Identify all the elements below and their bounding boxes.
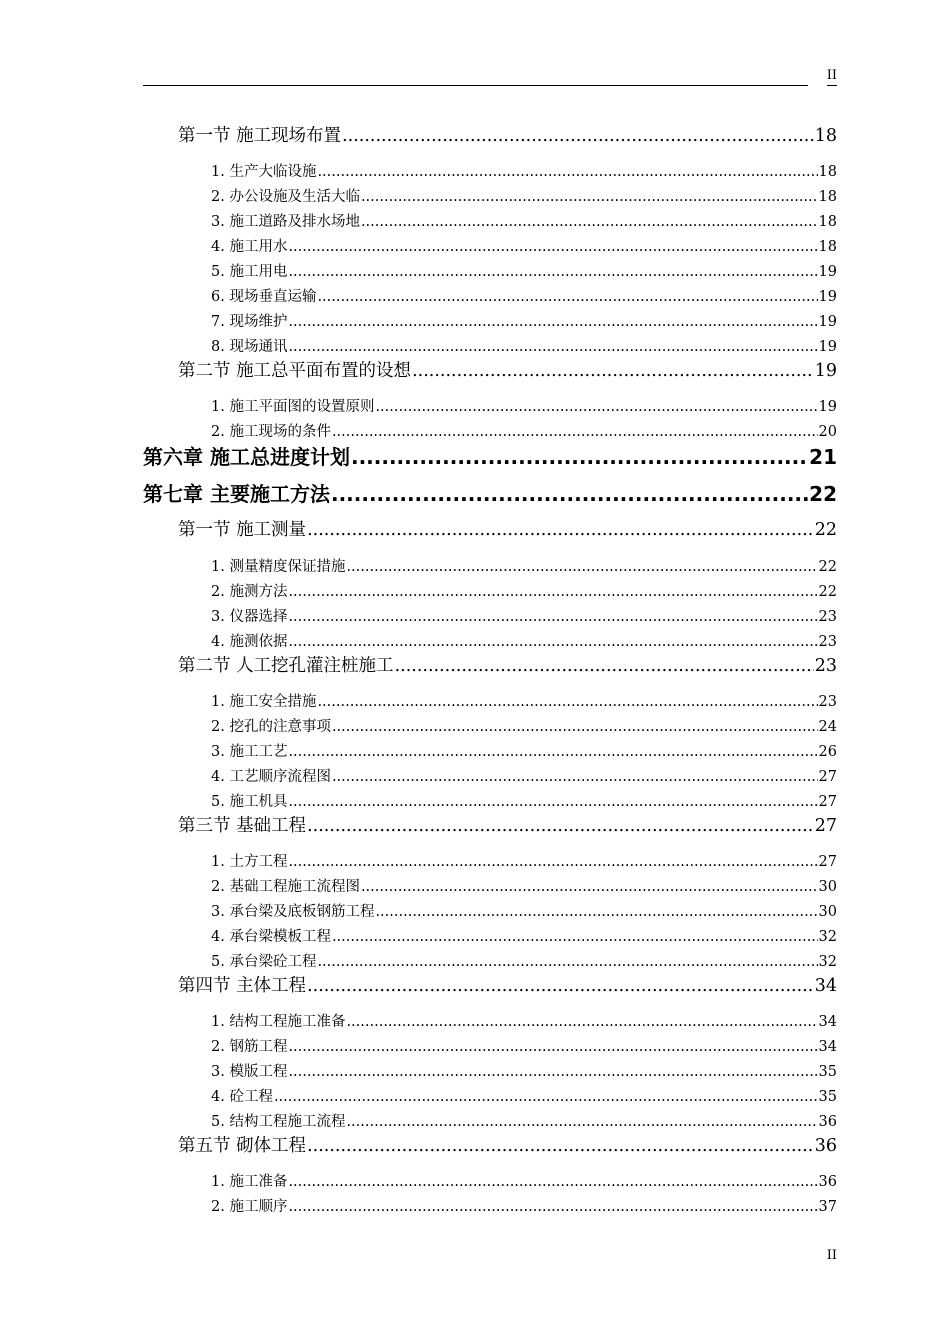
toc-entry-page: 27 [818,854,837,870]
toc-entry[interactable] [211,187,837,207]
toc-leader-dots [307,974,814,998]
header-page-number: II [827,68,837,86]
toc-entry[interactable] [211,162,837,182]
toc-leader-dots [346,1012,817,1032]
toc-entry-page: 18 [814,126,837,146]
toc-entry-page: 23 [818,634,837,650]
toc-leader-dots [375,902,817,922]
toc-entry-label: 8. 现场通讯 [211,339,288,355]
toc-leader-dots [317,162,817,182]
toc-entry-page: 34 [818,1039,837,1055]
toc-leader-dots [288,582,817,602]
toc-leader-dots [288,1037,817,1057]
toc-entry-label: 第一节 施工测量 [178,520,307,540]
toc-entry-label: 第三节 基础工程 [178,816,307,836]
toc-entry[interactable] [211,1112,837,1132]
toc-entry-page: 18 [818,239,837,255]
toc-entry[interactable] [211,1062,837,1082]
toc-entry-label: 6. 现场垂直运输 [211,289,317,305]
toc-leader-dots [395,654,814,678]
toc-entry-page: 35 [818,1089,837,1105]
toc-leader-dots [342,124,814,148]
toc-leader-dots [288,852,817,872]
toc-entry-label: 4. 工艺顺序流程图 [211,769,331,785]
toc-entry-label: 第五节 砌体工程 [178,1136,307,1156]
toc-entry[interactable] [211,1037,837,1057]
toc-entry[interactable] [178,974,837,998]
toc-entry-label: 第一节 施工现场布置 [178,126,342,146]
toc-entry-label: 3. 施工道路及排水场地 [211,214,360,230]
toc-entry[interactable] [211,1087,837,1107]
toc-leader-dots [288,262,817,282]
toc-entry-page: 32 [818,929,837,945]
toc-entry-page: 27 [814,816,837,836]
toc-entry-label: 3. 承台梁及底板钢筋工程 [211,904,375,920]
toc-entry-label: 5. 结构工程施工流程 [211,1114,346,1130]
toc-entry-page: 18 [818,164,837,180]
toc-entry-label: 第二节 人工挖孔灌注桩施工 [178,656,394,676]
toc-entry-page: 19 [818,264,837,280]
toc-entry[interactable] [211,262,837,282]
toc-entry[interactable] [211,607,837,627]
toc-entry[interactable] [211,1197,837,1217]
toc-entry-label: 3. 模版工程 [211,1064,288,1080]
toc-leader-dots [274,1087,818,1107]
toc-leader-dots [412,359,814,383]
toc-entry-label: 2. 基础工程施工流程图 [211,879,360,895]
toc-entry-label: 4. 砼工程 [211,1089,273,1105]
toc-entry-page: 18 [818,214,837,230]
toc-leader-dots [351,444,808,470]
toc-entry[interactable] [211,692,837,712]
toc-entry-label: 1. 施工安全措施 [211,694,317,710]
toc-entry-page: 34 [814,976,837,996]
toc-entry-label: 5. 承台梁砼工程 [211,954,317,970]
toc-entry[interactable] [211,767,837,787]
toc-entry-page: 30 [818,904,837,920]
toc-entry[interactable] [178,359,837,383]
toc-leader-dots [288,237,817,257]
toc-entry-label: 2. 挖孔的注意事项 [211,719,331,735]
toc-entry[interactable] [211,852,837,872]
toc-entry-page: 20 [818,424,837,440]
toc-entry-page: 21 [809,445,837,469]
toc-entry-page: 23 [818,609,837,625]
toc-leader-dots [317,952,817,972]
toc-entry[interactable] [178,654,837,678]
toc-entry-label: 1. 结构工程施工准备 [211,1014,346,1030]
toc-leader-dots [361,877,818,897]
toc-entry-label: 2. 施工现场的条件 [211,424,331,440]
toc-entry-label: 5. 施工机具 [211,794,288,810]
toc-entry-page: 36 [814,1136,837,1156]
toc-leader-dots [346,557,817,577]
toc-entry-label: 第二节 施工总平面布置的设想 [178,361,412,381]
toc-entry-page: 23 [818,694,837,710]
toc-entry-label: 1. 土方工程 [211,854,288,870]
toc-entry-label: 4. 承台梁模板工程 [211,929,331,945]
toc-entry-label: 第四节 主体工程 [178,976,307,996]
toc-leader-dots [288,1062,817,1082]
toc-entry-page: 34 [818,1014,837,1030]
toc-entry[interactable] [211,1172,837,1192]
toc-leader-dots [332,767,818,787]
toc-leader-dots [288,607,817,627]
toc-entry[interactable] [211,632,837,652]
toc-entry[interactable] [211,237,837,257]
toc-entry-label: 2. 施测方法 [211,584,288,600]
toc-entry-page: 22 [814,520,837,540]
toc-entry-label: 1. 施工准备 [211,1174,288,1190]
toc-entry-label: 2. 办公设施及生活大临 [211,189,360,205]
toc-entry-page: 22 [818,584,837,600]
toc-entry[interactable] [178,814,837,838]
toc-entry-label: 2. 施工顺序 [211,1199,288,1215]
toc-entry-page: 36 [818,1174,837,1190]
toc-entry-page: 23 [814,656,837,676]
toc-entry[interactable] [211,287,837,307]
toc-entry[interactable] [178,1134,837,1158]
toc-entry-label: 4. 施工用水 [211,239,288,255]
toc-leader-dots [307,814,814,838]
toc-entry[interactable] [211,312,837,332]
toc-entry-label: 第七章 主要施工方法 [143,482,330,506]
toc-entry-page: 35 [818,1064,837,1080]
toc-leader-dots [288,337,817,357]
toc-entry[interactable] [211,212,837,232]
toc-entry-label: 第六章 施工总进度计划 [143,445,350,469]
toc-entry-page: 37 [818,1199,837,1215]
toc-entry-page: 27 [818,769,837,785]
toc-entry-label: 3. 仪器选择 [211,609,288,625]
toc-leader-dots [346,1112,817,1132]
toc-leader-dots [288,1197,817,1217]
toc-entry-label: 1. 生产大临设施 [211,164,317,180]
toc-entry[interactable] [211,1012,837,1032]
toc-entry-label: 7. 现场维护 [211,314,288,330]
toc-leader-dots [288,632,817,652]
toc-leader-dots [288,742,817,762]
toc-entry-page: 19 [818,314,837,330]
toc-entry-page: 22 [809,482,837,506]
toc-leader-dots [361,187,818,207]
toc-entry[interactable] [211,792,837,812]
toc-leader-dots [332,717,818,737]
toc-entry[interactable] [211,397,837,417]
toc-entry-page: 19 [818,289,837,305]
toc-entry[interactable] [211,742,837,762]
toc-entry[interactable] [178,518,837,542]
toc-leader-dots [332,422,818,442]
toc-entry-page: 24 [818,719,837,735]
toc-entry[interactable] [211,582,837,602]
toc-leader-dots [361,212,818,232]
toc-entry-label: 3. 施工工艺 [211,744,288,760]
toc-entry[interactable] [211,422,837,442]
toc-entry[interactable] [211,877,837,897]
toc-leader-dots [332,927,818,947]
toc-entry[interactable] [211,337,837,357]
toc-entry-label: 5. 施工用电 [211,264,288,280]
toc-leader-dots [288,792,817,812]
toc-entry[interactable] [211,927,837,947]
toc-entry-label: 2. 钢筋工程 [211,1039,288,1055]
toc-leader-dots [288,312,817,332]
header-rule [143,85,808,86]
toc-leader-dots [288,1172,817,1192]
toc-entry-page: 36 [818,1114,837,1130]
toc-entry-page: 27 [818,794,837,810]
toc-leader-dots [317,287,817,307]
toc-entry[interactable] [178,124,837,148]
toc-entry-page: 26 [818,744,837,760]
footer-page-number: II [826,1248,837,1263]
toc-entry-page: 19 [814,361,837,381]
toc-entry-page: 19 [818,339,837,355]
toc-entry[interactable] [143,444,837,470]
toc-entry-page: 18 [818,189,837,205]
toc-entry-page: 22 [818,559,837,575]
toc-leader-dots [307,518,814,542]
toc-entry[interactable] [211,717,837,737]
toc-entry-page: 32 [818,954,837,970]
toc-entry[interactable] [143,481,837,507]
toc-leader-dots [317,692,817,712]
toc-entry-label: 1. 施工平面图的设置原则 [211,399,375,415]
toc-entry[interactable] [211,902,837,922]
toc-leader-dots [375,397,817,417]
toc-entry-page: 30 [818,879,837,895]
toc-entry[interactable] [211,952,837,972]
toc-entry-page: 19 [818,399,837,415]
toc-leader-dots [331,481,808,507]
toc-entry-label: 4. 施测依据 [211,634,288,650]
toc-entry-label: 1. 测量精度保证措施 [211,559,346,575]
toc-entry[interactable] [211,557,837,577]
toc-leader-dots [307,1134,814,1158]
